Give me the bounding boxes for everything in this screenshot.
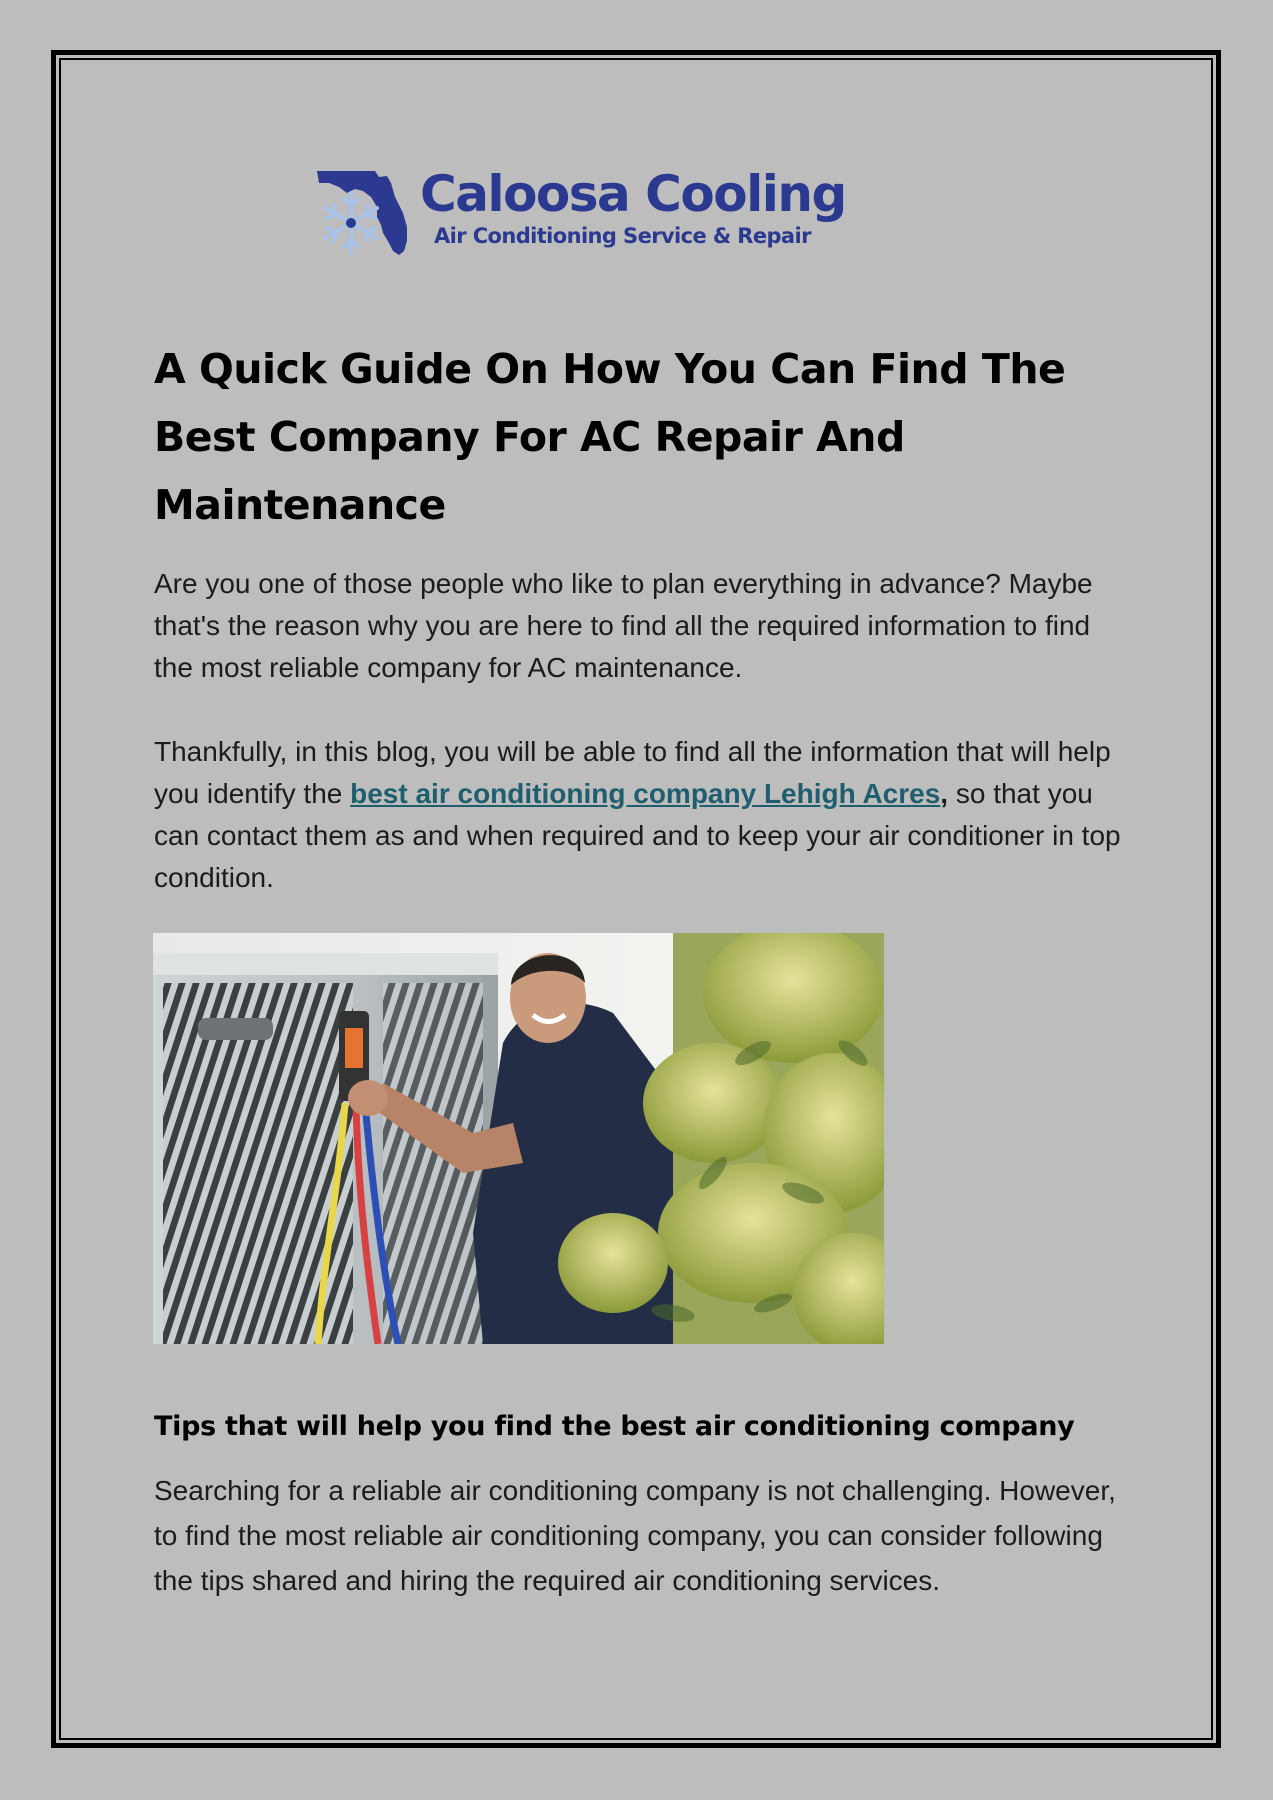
logo-subtitle: Air Conditioning Service & Repair	[434, 224, 811, 248]
logo-title: Caloosa Cooling	[420, 165, 846, 223]
paragraph-blog-text-after: so that you can contact them as and when required and to keep your air conditioner in top condition.	[154, 778, 1121, 893]
florida-snowflake-icon	[315, 167, 420, 259]
paragraph-blog	[154, 731, 1124, 899]
technician-servicing-ac-unit-image	[153, 933, 884, 1344]
paragraph-intro: Are you one of those people who like to plan everything in advance? Maybe that's the reason why you are here to find all the required information to find the most reliable company for AC maintenance.	[154, 568, 1093, 683]
paragraph-blog-comma: ,	[940, 778, 949, 809]
company-link[interactable]: best air conditioning company Lehigh Acres	[350, 778, 941, 809]
technician-photo	[153, 933, 884, 1344]
logo-text	[420, 165, 846, 249]
company-logo	[315, 165, 846, 260]
article-body	[154, 335, 1124, 899]
paragraph-blog-text-before: Thankfully, in this blog, you will be able to find all the information that will help you identify the	[154, 736, 1111, 809]
article-title: A Quick Guide On How You Can Find The Best Company For AC Repair And Maintenance	[154, 345, 1066, 529]
paragraph-tips: Searching for a reliable air conditioning company is not challenging. However, to find the most reliable air conditioning company, you can consider following the tips shared and hiring the required air conditioning services.	[154, 1475, 1116, 1596]
tips-subheading: Tips that will help you find the best air conditioning company	[154, 1411, 1075, 1442]
